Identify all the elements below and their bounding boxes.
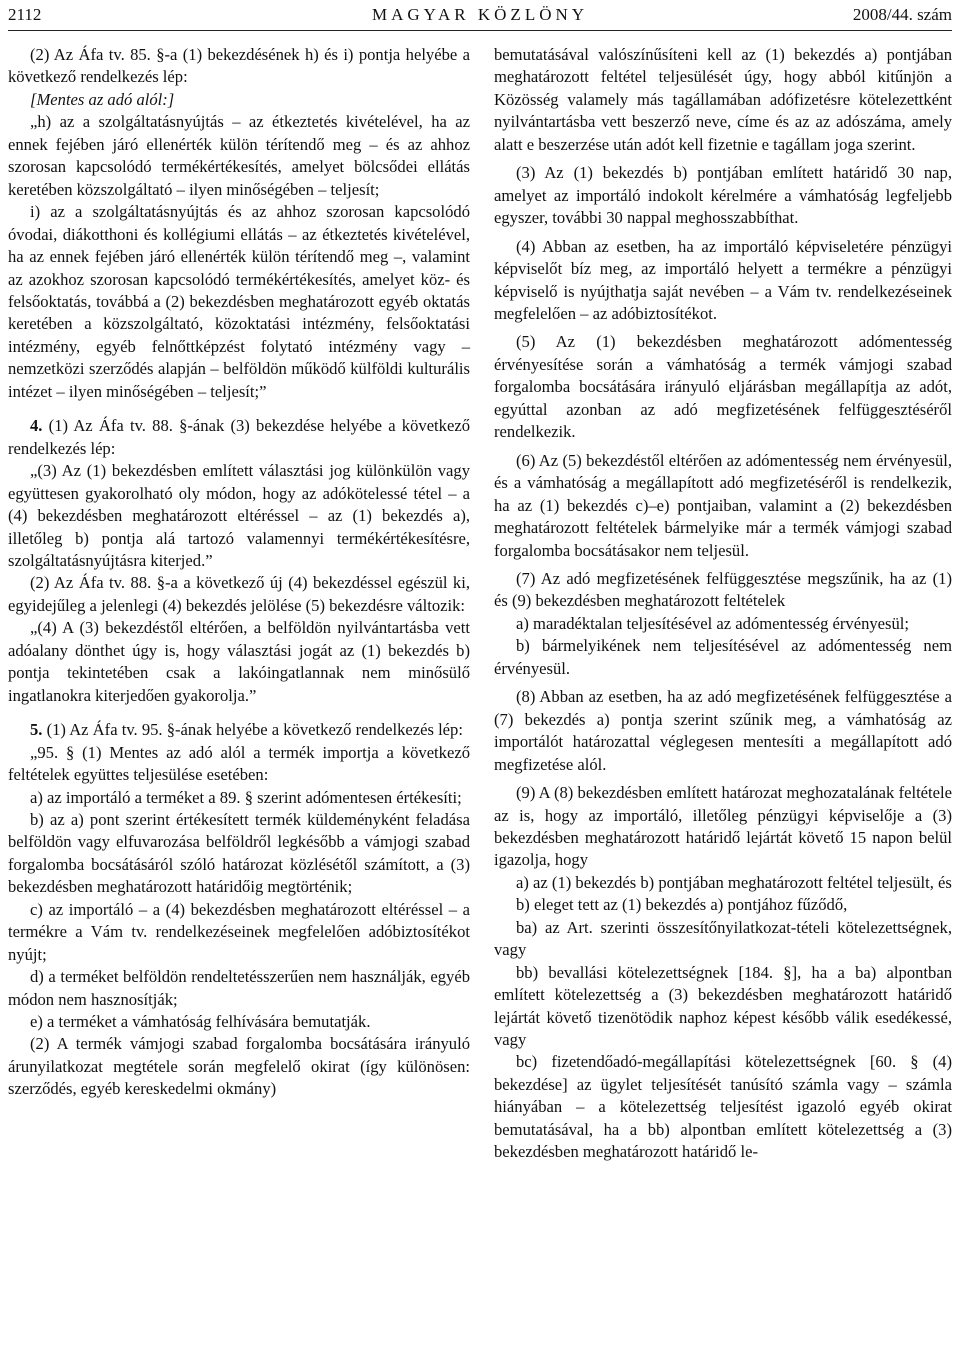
paragraph: (2) Az Áfa tv. 88. §-a a következő új (4) bekezdéssel egészül ki, egyidejűleg a jelenlegi (4) bekezdés jelölése (5) bekezdésre változik: — [8, 573, 470, 615]
paragraph: a) az importáló a terméket a 89. § szerint adómentesen értékesíti; — [30, 787, 462, 807]
header-rule — [8, 30, 952, 31]
paragraph: b) az a) pont szerint értékesített termék küldeményként feladása belföldön vagy elfuvarozása belföldről legkésőbb a vámjogi szabad forgalomba bocsátásáról szóló határozat közlésétől számított, a (3) bekezdésben meghatározott határidőig megtörténik; — [8, 809, 470, 897]
left-column — [8, 44, 470, 1101]
paragraph: a) maradéktalan teljesítésével az adómentesség érvényesül; — [516, 613, 909, 633]
journal-title: MAGYAR KÖZLÖNY — [371, 5, 589, 24]
section-number: 4. — [30, 416, 43, 436]
paragraph: b) eleget tett az (1) bekezdés a) pontjához fűződő, — [516, 895, 848, 915]
issue-number: 2008/44. szám — [852, 5, 952, 24]
paragraph: c) az importáló – a (4) bekezdésben meghatározott eltéréssel – a termékre a Vám tv. rendelkezéseinek megfelelően adóbiztosítékot nyújt; — [8, 899, 470, 964]
section-4 — [8, 415, 470, 460]
page-number: 2112 — [8, 5, 42, 24]
paragraph: i) az a szolgáltatásnyújtás és az ahhoz szorosan kapcsolódó óvodai, diákotthoni és kollégiumi ellátás – az étkeztetés kivételével, ha az ennek fejében járó ellenérték külön térítendő meg –, valamint az azokhoz szorosan kapcsolódó termékértékesítés, amelyet köz- és felsőoktatás, továbbá a (2) bekezdésben meghatározott egyéb oktatás keretében a közszolgáltató, közoktatási intézmény, felsőoktatási intézmény, egyéb felnőttképzést folytató intézmény vagy – nemzetközi szerződés alapján – belföldön működő külföldi kulturális intézet – ilyen minőségében – teljesít;” — [8, 202, 470, 401]
section-5 — [8, 719, 470, 741]
paragraph: (7) Az adó megfizetésének felfüggesztése megszűnik, ha az (1) és (9) bekezdésben meghatározott feltételek — [494, 568, 952, 611]
paragraph: bb) bevallási kötelezettségnek [184. §], ha a ba) alpontban említett kötelezettség a (3) bekezdésben meghatározott határidő lejártát követő tizenötödik naphoz képest később válik esedékessé, vagy — [494, 962, 952, 1050]
paragraph: (9) A (8) bekezdésben említett határozat meghozatalának feltétele az is, hogy az importáló, illetőleg pénzügyi képviselője a (3) bekezdésben meghatározott határidő lejártát követő 15 napon belül igazolja, hogy — [494, 783, 952, 870]
section-text: (1) Az Áfa tv. 88. §-ának (3) bekezdése helyébe a következő rendelkezés lép: — [8, 416, 470, 458]
paragraph: bc) fizetendőadó-megállapítási kötelezettségnek [60. § (4) bekezdése] az ügylet teljesítését tanúsító számla vagy – számla hiányában – a kötelezettség teljesítést igazoló egyéb okirat bemutatásával, ha a bb) alpontban említett kötelezettség a (3) bekezdésben meghatározott határidő le- — [494, 1052, 952, 1162]
paragraph: (4) Abban az esetben, ha az importáló képviseletére pénzügyi képviselőt bíz meg, az importáló helyett a termékre a pénzügyi képviselő is nyújthatja saját nevében – a Vám tv. rendelkezéseinek megfelelően – az adóbiztosítékot. — [494, 236, 952, 323]
paragraph: (3) Az (1) bekezdés b) pontjában említett határidő 30 nap, amelyet az importáló indokolt kérelmére a vámhatóság legfeljebb egyszer, további 30 nappal meghosszabbíthat. — [494, 163, 952, 228]
paragraph: (8) Abban az esetben, ha az adó megfizetésének felfüggesztése a (7) bekezdés a) pontja szerint szűnik meg, a vámhatóság az importálót határozattal véglegesen mentesíti a megállapított adó megfizetése alól. — [494, 687, 952, 774]
paragraph: bemutatásával valószínűsíteni kell az (1) bekezdés a) pontjában meghatározott feltétel teljesülését úgy, hogy abból kitűnjön a Közösség valamely más tagállamában adófizetésre kötelezettként nyilvántartásba vett beszerző neve, címe és az az adószáma, amely alatt e beszerzése után adót kell fizetnie e tagállam joga szerint. — [494, 45, 952, 154]
page-header — [8, 4, 952, 28]
section-number: 5. — [30, 720, 43, 740]
section-text: (1) Az Áfa tv. 95. §-ának helyébe a következő rendelkezés lép: — [46, 720, 463, 740]
right-column — [494, 44, 952, 1164]
paragraph: (5) Az (1) bekezdésben meghatározott adómentesség érvényesítése során a vámhatóság a termék vámjogi szabad forgalomba bocsátására irányuló eljárásban megállapítja az adót, egyúttal azonban az adó megfizetésének felfüggesztéséről rendelkezik. — [494, 332, 952, 442]
paragraph: „(4) A (3) bekezdéstől eltérően, a belföldön nyilvántartásba vett adóalany dönthet úgy is, hogy választási jogát az (1) bekezdés b) pontja tekintetében csak a lakóingatlannak nem minősülő ingatlanokra kiterjedően gyakorolja.” — [8, 618, 470, 705]
italic-text: [Mentes az adó alól:] — [30, 89, 175, 109]
paragraph: e) a terméket a vámhatóság felhívására bemutatják. — [30, 1012, 371, 1032]
paragraph: „h) az a szolgáltatásnyújtás – az étkeztetés kivételével, ha az ennek fejében járó ellenérték külön térítendő meg – és az ahhoz szorosan kapcsolódó termékértékesítés, amelyet bölcsődei ellátás keretében közszolgáltató – ilyen minőségében – teljesít; — [8, 112, 470, 199]
paragraph: d) a terméket belföldön rendeltetésszerűen nem használják, egyéb módon nem hasznosítják; — [8, 967, 470, 1009]
paragraph: „(3) Az (1) bekezdésben említett választási jog különkülön vagy együttesen gyakorolható oly módon, hogy az adókötelessé tétel – a (4) bekezdésben meghatározott eltéréssel – az (1) bekezdés a), illetőleg b) pontja alá tartozó valamennyi termékértékesítésre, szolgáltatásnyújtásra kiterjed.” — [8, 461, 470, 570]
paragraph: „95. § (1) Mentes az adó alól a termék importja a következő feltételek együttes teljesülése esetében: — [8, 742, 470, 785]
paragraph: a) az (1) bekezdés b) pontjában meghatározott feltétel teljesült, és — [516, 872, 952, 892]
paragraph: b) bármelyikének nem teljesítésével az adómentesség nem érvényesül. — [494, 636, 952, 678]
paragraph: (2) Az Áfa tv. 85. §-a (1) bekezdésének h) és i) pontja helyébe a következő rendelkezés lép: — [8, 45, 470, 87]
paragraph: (2) A termék vámjogi szabad forgalomba bocsátására irányuló árunyilatkozat megtétele során megfelelő okirat (így különösen: szerződés, egyéb kereskedelmi okmány) — [8, 1034, 470, 1099]
paragraph: ba) az Art. szerinti összesítőnyilatkozat-tételi kötelezettségnek, vagy — [494, 917, 952, 960]
paragraph: (6) Az (5) bekezdéstől eltérően az adómentesség nem érvényesül, és a vámhatóság a megállapított adó megfizetéséről is rendelkezik, ha az (1) bekezdés c)–e) pontjaiban, valamint a (2) bekezdésben meghatározott feltételek bármelyike már a termék vámjogi szabad forgalomba bocsátásakor nem teljesül. — [494, 450, 952, 560]
paragraph — [8, 89, 470, 111]
